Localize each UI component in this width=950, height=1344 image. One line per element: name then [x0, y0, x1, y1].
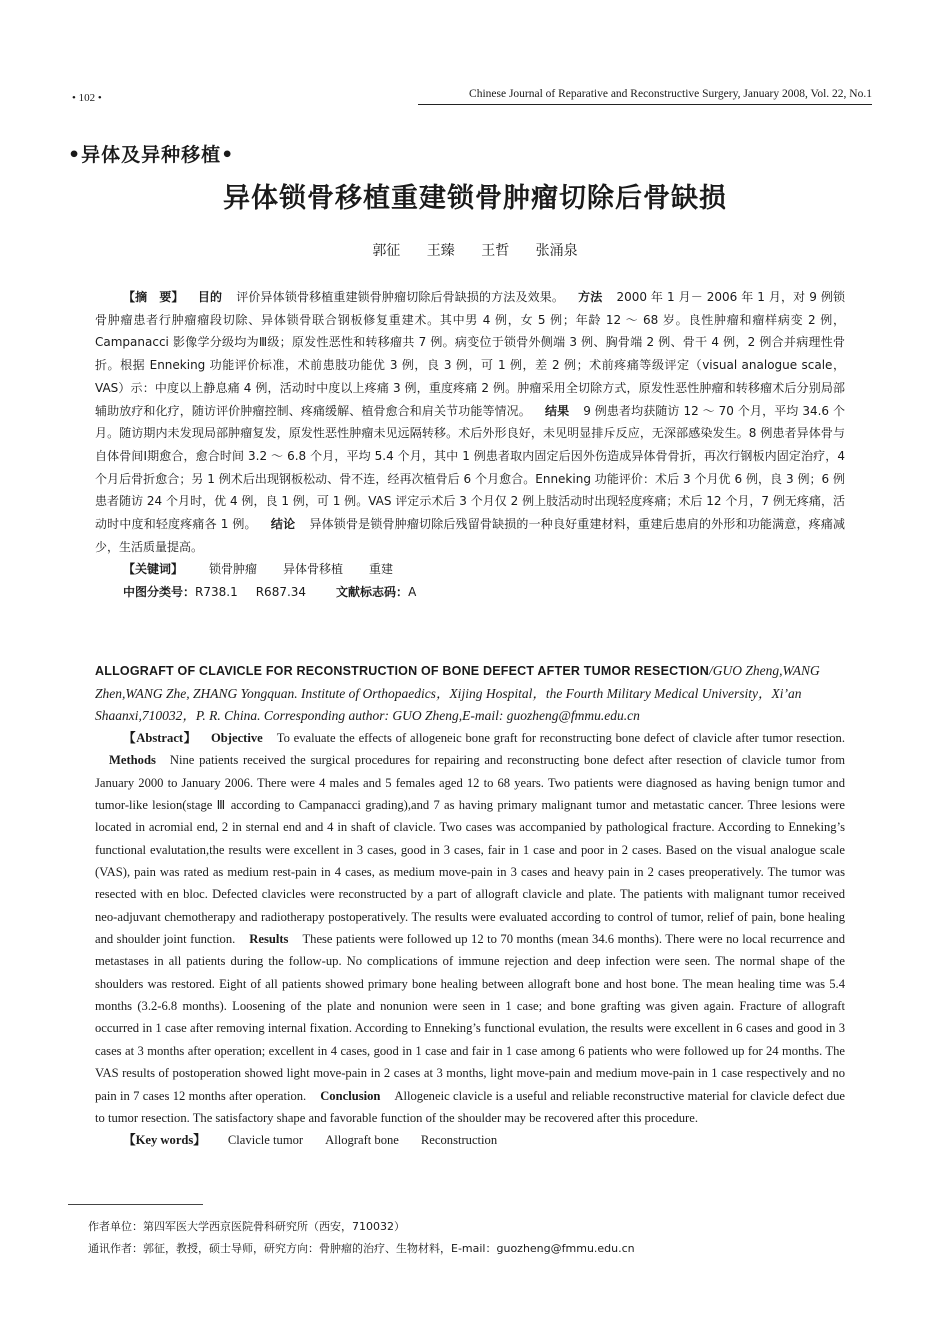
footnote-rule [68, 1204, 203, 1205]
results-text: These patients were followed up 12 to 70 months (mean 34.6 months). There were no local recurrence and metastases in all patients during the follow-up. No complications of immune rejection and deep infection were seen. The normal shape of the shoulders was restored. Eight of all patients showed primary bone healing between allograft bone and host bone. The mean healing time was 5.4 months (3.2-6.8 months). Loosening of the plate and nonunion were seen in 1 case; and bone grafting was given again. Fracture of allograft occurred in 1 case after removing internal fixation. According to Enneking’s functional evulation, the results were excellent in 6 cases and good in 3 cases at 3 months after operation; excellent in 4 cases, good in 1 case and fair in 1 case among 6 patients who were followed up for 24 months. The VAS results of postoperation showed light move-pain in 2 cases at 3 months, light move-pain and medium move-pain in 1 case respectively and no pain in 7 cases 12 months after operation. [95, 932, 845, 1103]
english-abstract [95, 727, 845, 1152]
conclusion-text: 异体锁骨是锁骨肿瘤切除后残留骨缺损的一种良好重建材料，重建后患肩的外形和功能满意，疼痛减少，生活质量提高。 [95, 517, 845, 554]
keyword: Clavicle tumor [227, 1133, 304, 1148]
footnote-affiliation: 作者单位：第四军医大学西京医院骨科研究所（西安，710032） [88, 1220, 405, 1233]
classification-row [95, 581, 845, 604]
clc-value: R687.34 [255, 585, 307, 600]
english-keywords-row [95, 1129, 845, 1151]
english-abstract-body [95, 727, 845, 1129]
author: 王臻 [426, 243, 455, 259]
methods-label: Methods [109, 753, 156, 768]
results-label: 结果 [544, 403, 570, 418]
section-heading: •异体及异种移植• [68, 144, 235, 166]
abstract-label: 【Abstract】 [123, 731, 197, 745]
objective-text: To evaluate the effects of allogeneic bone graft for reconstructing bone defect of clavicle after tumor resection. [276, 731, 845, 745]
abstract-label: 【摘 要】 [123, 290, 184, 304]
author: 王哲 [481, 243, 510, 259]
conclusion-label: 结论 [270, 517, 296, 532]
chinese-abstract [95, 286, 845, 604]
author: 郭征 [372, 243, 401, 259]
keyword: 重建 [369, 562, 394, 577]
journal-header: Chinese Journal of Reparative and Reconstructive Surgery, January 2008, Vol. 22, No.1 [469, 88, 872, 100]
keyword: Reconstruction [420, 1133, 498, 1148]
paper-title: 异体锁骨移植重建锁骨肿瘤切除后骨缺损 [223, 183, 727, 214]
objective-label: 目的 [197, 290, 223, 304]
keyword: Allograft bone [325, 1133, 399, 1148]
clc-label: 中图分类号： [123, 585, 196, 600]
results-label: Results [249, 932, 289, 947]
author: 张涌泉 [535, 243, 578, 259]
header-rule [418, 104, 872, 105]
page-number: • 102 • [72, 92, 102, 104]
clc-value: R738.1 [195, 585, 238, 600]
methods-text: 2000 年 1 月－ 2006 年 1 月，对 9 例锁骨肿瘤患者行肿瘤瘤段切除、异体锁骨联合钢板修复重建术。其中男 4 例，女 5 例；年龄 12 ～ 68 岁。良性肿瘤和瘤样病变 2 例，Campanacci 影像学分级均为Ⅲ级；原发性恶性和转移瘤共 7 例。病变位于锁骨外侧端 3 例、胸骨端 2 例、骨干 4 例，2 例合并病理性骨折。根据 Enneking 功能评价标准，术前患肢功能优 3 例，良 3 例，可 1 例，差 2 例；术前疼痛等级评定（visual analogue scale，VAS）示：中度以上静息痛 4 例，活动时中度以上疼痛 3 例，重度疼痛 2 例。肿瘤采用全切除方式，原发性恶性肿瘤和转移瘤术后分别局部辅助放疗和化疗，随访评价肿瘤控制、疼痛缓解、植骨愈合和肩关节功能等情况。 [95, 290, 845, 418]
english-authors-affiliation: /GUO Zheng,WANG Zhen,WANG Zhe, ZHANG Yongquan. Institute of Orthopaedics，Xijing Hospital，the Fourth Military Medical University，Xi’an Shaanxi,710032，P. R. China. Corresponding author: GUO Zheng,E-mail: guozheng@fmmu.edu.cn [95, 663, 820, 723]
keywords-row [95, 558, 845, 581]
author-list [0, 240, 950, 260]
chinese-abstract-body [95, 286, 845, 558]
english-title: ALLOGRAFT OF CLAVICLE FOR RECONSTRUCTION OF BONE DEFECT AFTER TUMOR RESECTION [95, 664, 709, 678]
conclusion-label: Conclusion [320, 1088, 381, 1103]
footnote-corresponding: 通讯作者：郭征，教授，硕士导师，研究方向：骨肿瘤的治疗、生物材料，E-mail：guozheng@fmmu.edu.cn [88, 1242, 635, 1255]
keyword: 锁骨肿瘤 [209, 562, 258, 577]
results-text: 9 例患者均获随访 12 ～ 70 个月，平均 34.6 个月。随访期内未发现局部肿瘤复发，原发性恶性肿瘤未见远隔转移。术后外形良好，未见明显排斥反应，无深部感染发生。8 例患者异体骨与自体骨间Ⅰ期愈合，愈合时间 3.2 ～ 6.8 个月，平均 5.4 个月，其中 1 例患者取内固定后因外伤造成异体骨骨折，再次行钢板内固定治疗，4 个月后骨折愈合；另 1 例术后出现钢板松动、骨不连，经再次植骨后 6 个月愈合。Enneking 功能评价：术后 3 个月优 6 例，良 3 例；6 例患者随访 24 个月时，优 4 例，良 1 例，可 1 例。VAS 评定示术后 3 个月仅 2 例上肢活动时出现轻度疼痛；术后 12 个月，7 例无疼痛，活动时中度和轻度疼痛各 1 例。 [95, 403, 845, 532]
keyword: 异体骨移植 [283, 562, 344, 577]
keywords-label: 【关键词】 [123, 562, 184, 577]
conclusion-text: Allogeneic clavicle is a useful and reliable reconstructive material for clavicle defect due to tumor resection. The satisfactory shape and favorable function of the shoulder may be recovered after this procedure. [95, 1088, 845, 1125]
objective-label: Objective [210, 731, 263, 745]
objective-text: 评价异体锁骨移植重建锁骨肿瘤切除后骨缺损的方法及效果。 [236, 290, 565, 304]
methods-text: Nine patients received the surgical procedures for repairing and reconstructing bone defect after resection of clavicle tumor from January 2000 to January 2006. There were 4 males and 5 females aged 12 to 68 years. Two patients were diagnosed as having benign tumor and tumor-like lesion(stage Ⅲ according to Campanacci grading),and 7 as having primary malignant tumor and metastatic cancer. Three lesions were located in acromial end, 2 in sternal end and 4 in shaft of clavicle. Two cases was accompanied by pathological fracture. According to Enneking’s functional evalutation,the results were excellent in 3 cases, good in 3 cases, fair in 1 case and poor in 2 cases. Based on the visual analogue scale (VAS), pain was rated as medium rest-pain in 4 cases, as medium move-pain in 3 cases and heavy pain in 2 cases preoperatively. The tumor was resected with en bloc. Defected clavicles were reconstructed by a part of allograft clavicle and plate. The patients with malignant tumor received neo-adjuvant chemotherapy and radiotherapy postoperatively. The results were evaluated according to control of tumor, relief of pain, bone healing and shoulder joint function. [95, 753, 845, 947]
doc-code-value: A [408, 585, 417, 600]
english-title-block [95, 660, 850, 728]
doc-code-label: 文献标志码： [336, 585, 409, 600]
keywords-label: 【Key words】 [123, 1133, 206, 1148]
methods-label: 方法 [578, 290, 603, 304]
